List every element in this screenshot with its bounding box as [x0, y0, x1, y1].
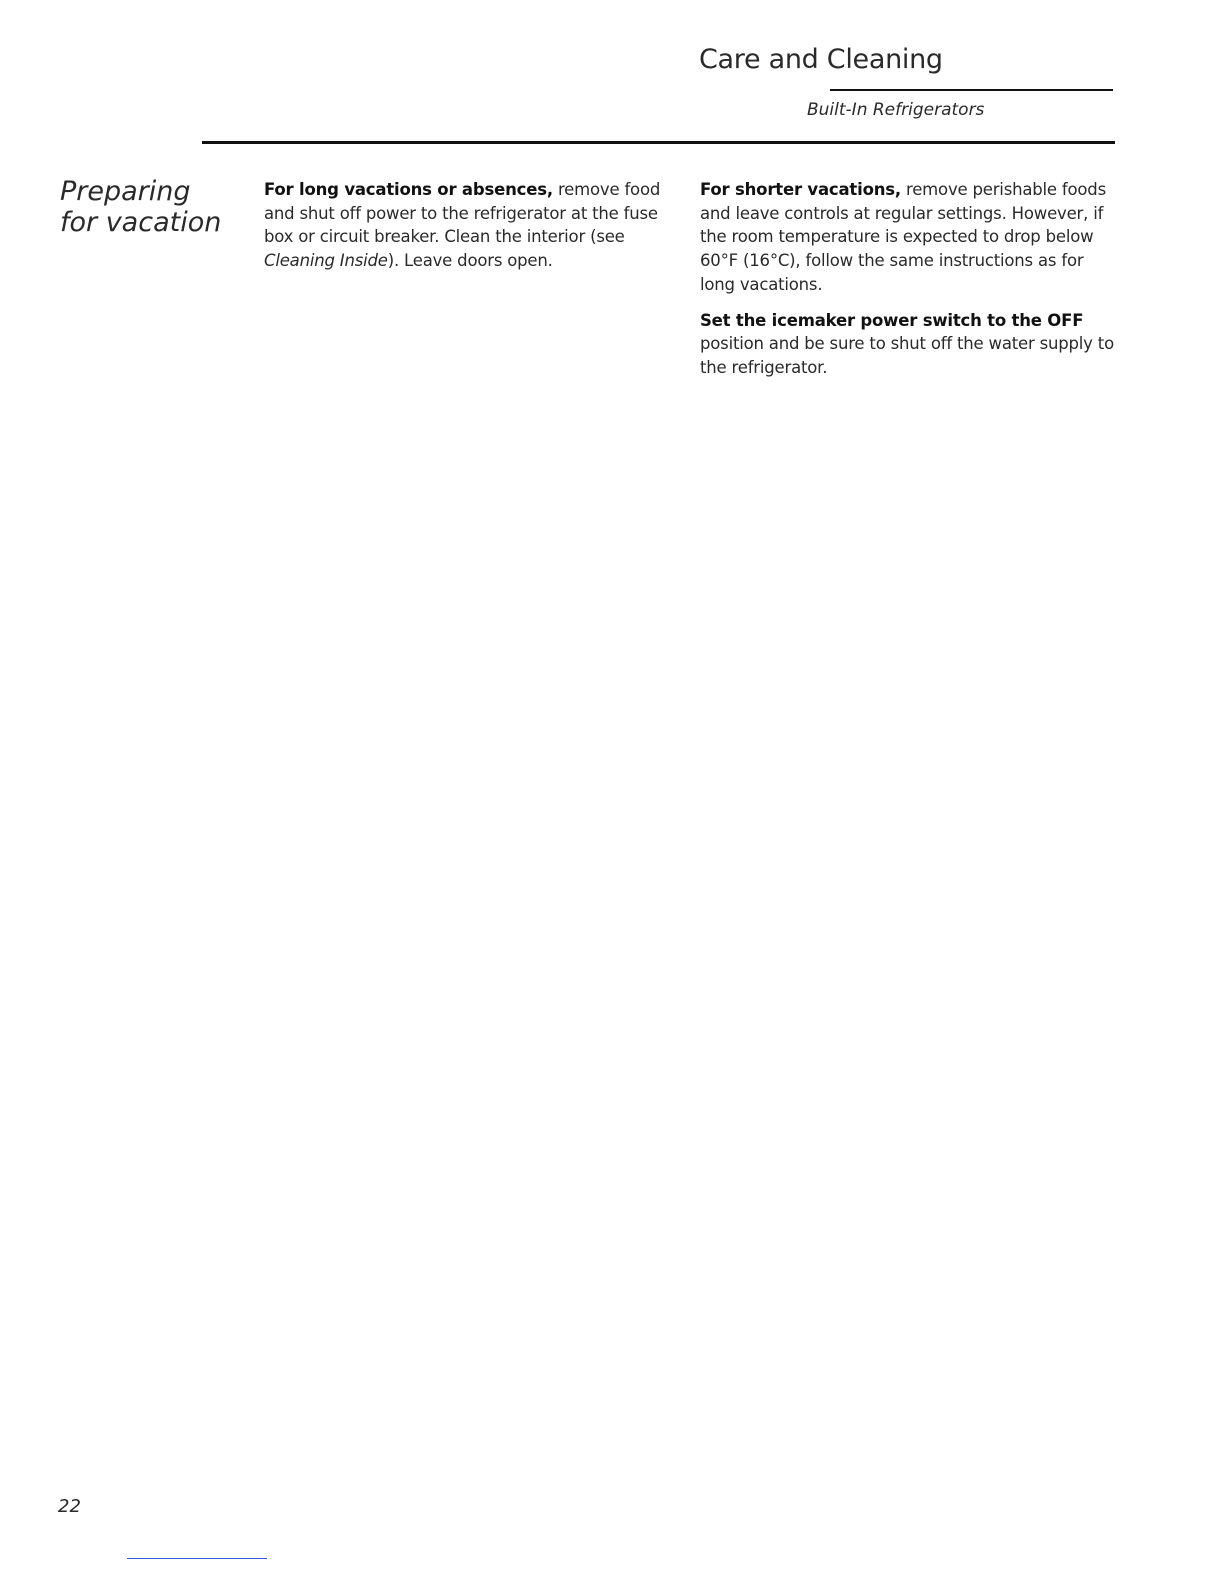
long-vacation-text-2: ). Leave doors open.	[387, 251, 553, 271]
left-column	[264, 178, 684, 285]
cleaning-inside-reference: Cleaning Inside	[264, 251, 388, 271]
short-vacation-lead: For shorter vacations,	[700, 180, 901, 199]
long-vacation-paragraph	[264, 178, 684, 273]
short-vacation-text: remove perishable foods and leave controls at regular settings. However, if the room temperature is expected to drop below 60°F (16°C), follow the same instructions as for long vacations.	[700, 180, 1106, 294]
long-vacation-text-1: remove food and shut off power to the refrigerator at the fuse box or circuit breaker. Clean the interior (see	[264, 180, 661, 247]
icemaker-text: position and be sure to shut off the water supply to the refrigerator.	[700, 334, 1114, 377]
short-vacation-paragraph	[700, 178, 1120, 297]
section-heading-line2: for vacation	[60, 207, 222, 238]
long-vacation-lead: For long vacations or absences,	[264, 180, 553, 199]
section-heading-line1: Preparing	[60, 176, 191, 207]
icemaker-paragraph	[700, 309, 1120, 380]
footer-link-underline	[127, 1558, 267, 1559]
icemaker-lead: Set the icemaker power switch to the OFF	[700, 310, 1084, 330]
page-section-title: Care and Cleaning	[699, 44, 943, 75]
section-heading	[60, 176, 221, 238]
product-subtitle: Built-In Refrigerators	[807, 100, 985, 120]
page-number: 22	[58, 1496, 81, 1517]
header-divider	[830, 89, 1113, 91]
main-divider	[202, 141, 1115, 144]
right-column	[700, 178, 1120, 392]
